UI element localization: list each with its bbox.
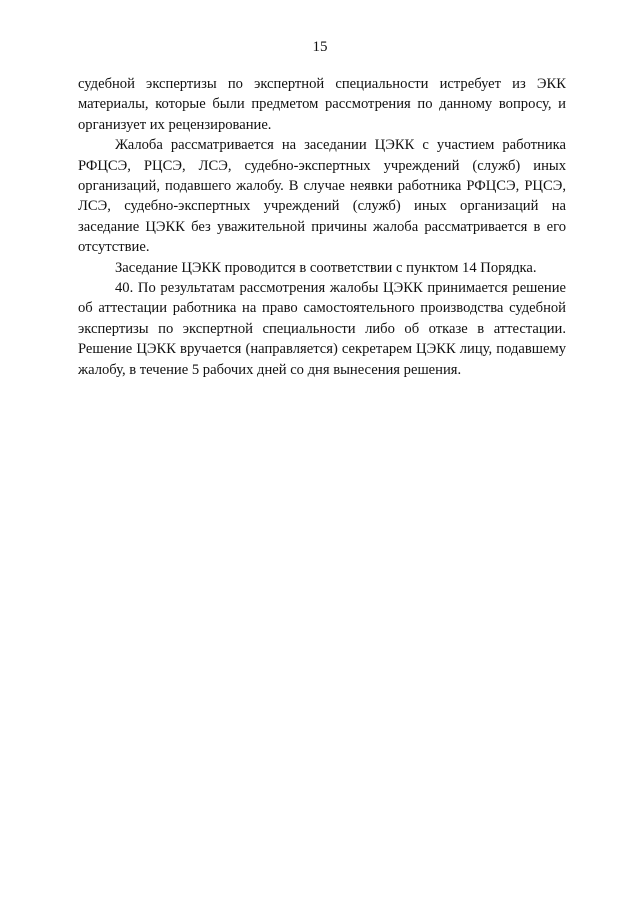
paragraph-item-40: 40. По результатам рассмотрения жалобы ЦЭКК принимается решение об аттестации работника на право самостоятельного производства судебной экспертизы по экспертной специальности либо об отказе в аттестации. Решение ЦЭКК вручается (направляется) секретарем ЦЭКК лицу, подавшему жалобу, в течение 5 рабочих дней со дня вынесения решения. [78, 280, 566, 378]
page-number: 15 [312, 39, 328, 55]
paragraph-complaint-hearing: Жалоба рассматривается на заседании ЦЭКК с участием работника РФЦСЭ, РЦСЭ, ЛСЭ, судебно-экспертных учреждений (служб) иных организаций, подавшего жалобу. В случае неявки работника РФЦСЭ, РЦСЭ, ЛСЭ, судебно-экспертных учреждений (служб) иных организаций на заседание ЦЭКК без уважительной причины жалоба рассматривается в его отсутствие. [78, 137, 566, 256]
paragraph-continuation: судебной экспертизы по экспертной специальности истребует из ЭКК материалы, которые были предметом рассмотрения по данному вопросу, и организует их рецензирование. [78, 76, 566, 133]
document-body [78, 74, 566, 380]
paragraph-meeting-procedure: Заседание ЦЭКК проводится в соответствии с пунктом 14 Порядка. [115, 259, 537, 276]
